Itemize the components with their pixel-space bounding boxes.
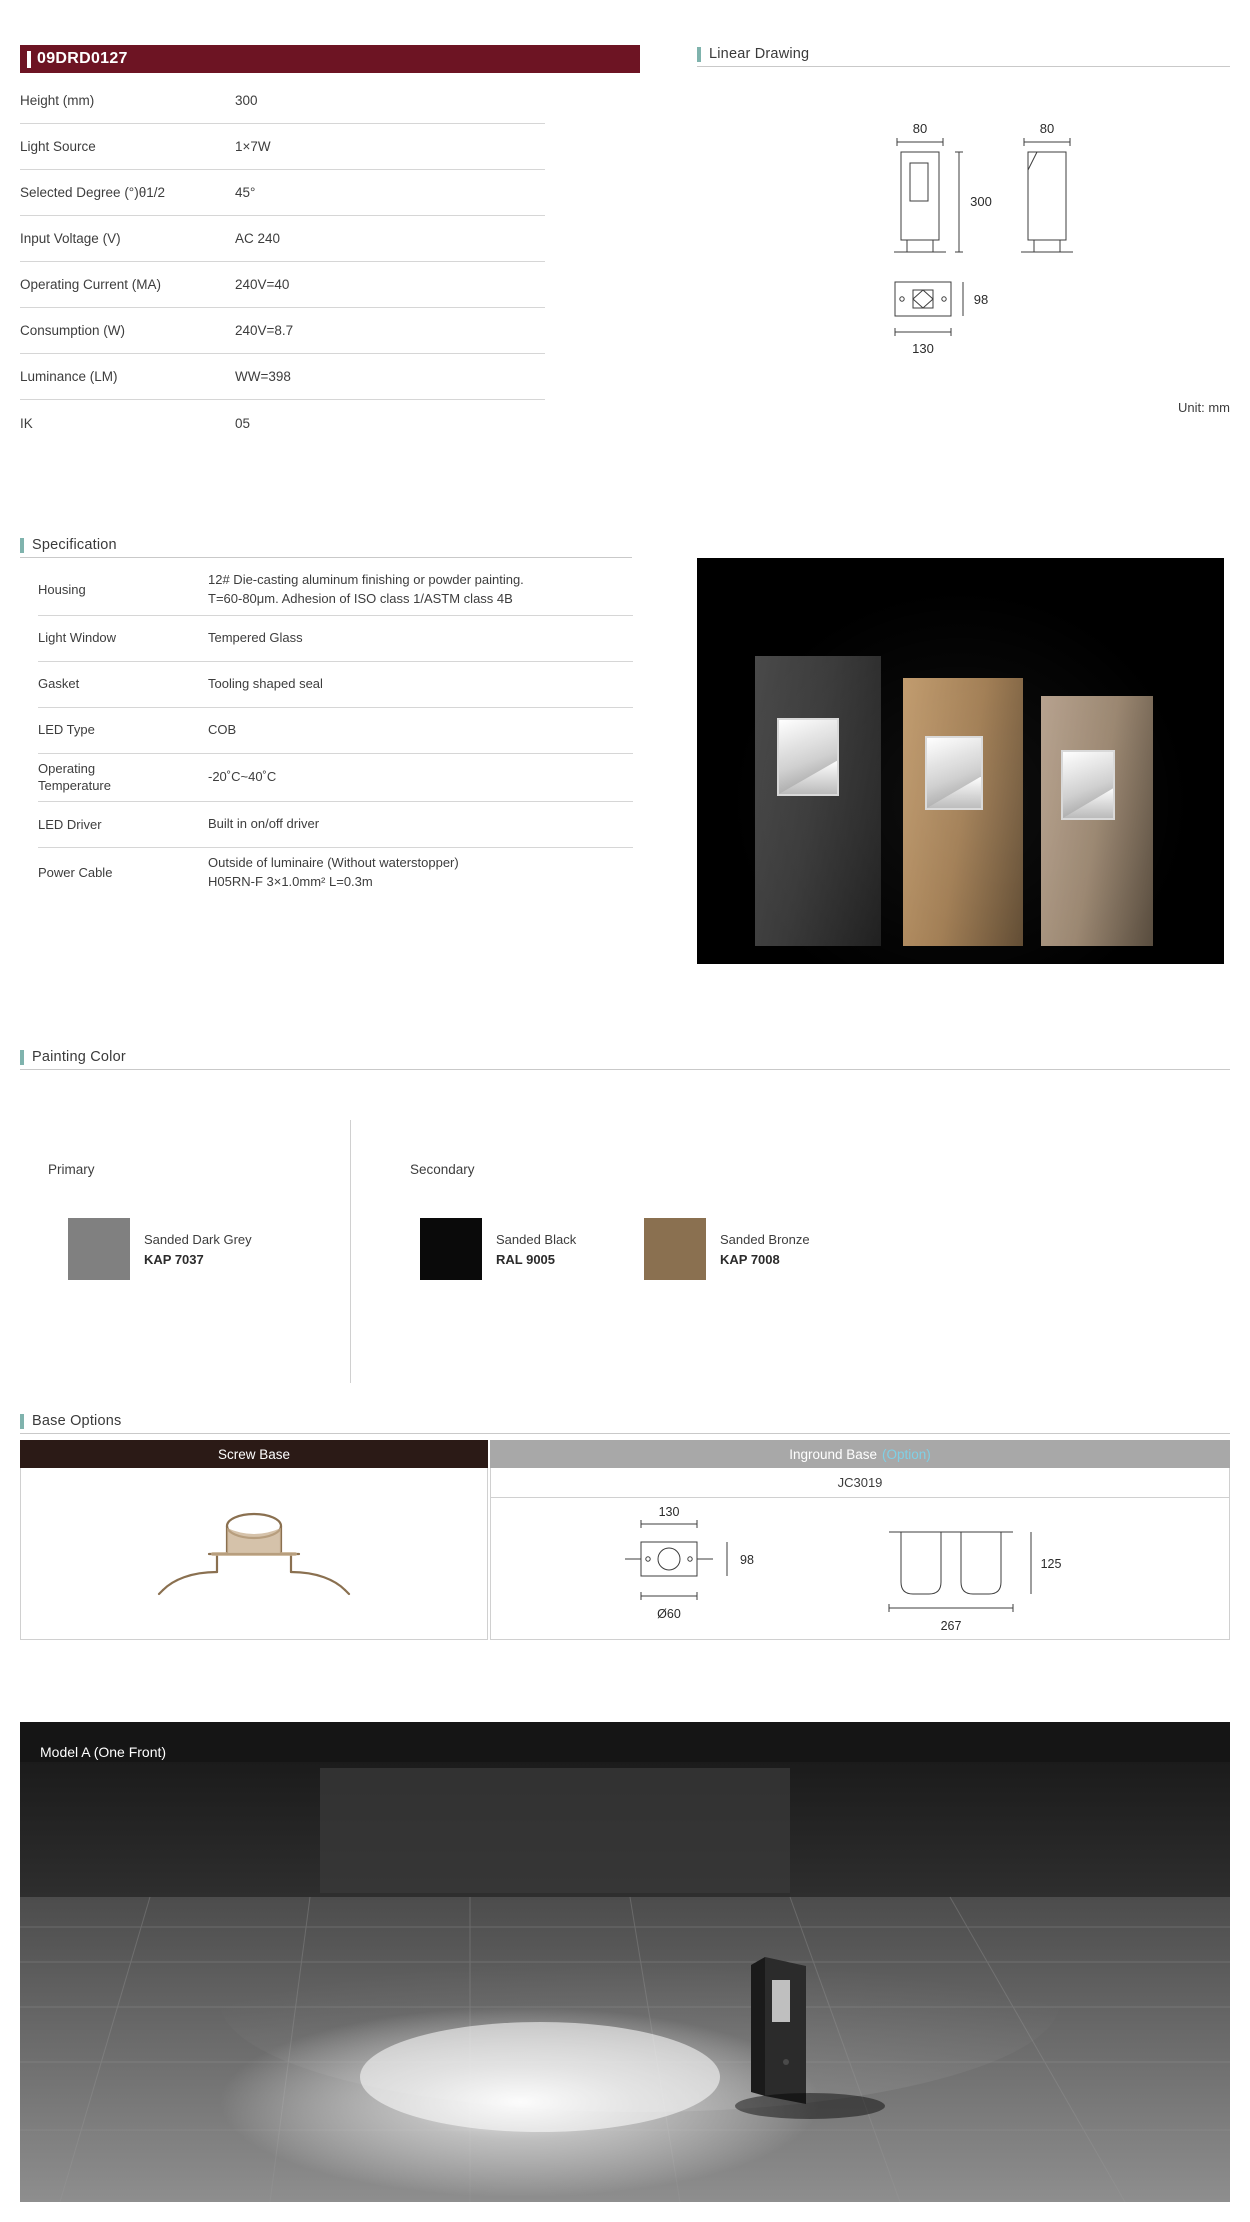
heading-bar-icon xyxy=(20,1414,24,1429)
heading-bar-icon xyxy=(697,47,701,62)
table-row xyxy=(38,754,633,802)
dim-bolt-circle: Ø60 xyxy=(657,1607,681,1621)
row-value: Tooling shaped seal xyxy=(208,675,323,691)
row-label: Gasket xyxy=(38,676,80,692)
row-label: IK xyxy=(20,415,33,431)
dim-side-width: 80 xyxy=(1039,121,1055,136)
screw-base-svg xyxy=(21,1468,487,1638)
inground-base-option-tag: (Option) xyxy=(882,1446,931,1462)
row-label: Selected Degree (°)θ1/2 xyxy=(20,185,165,200)
linear-drawing-title: Linear Drawing xyxy=(709,46,810,62)
row-label: Operating Temperature xyxy=(38,760,111,794)
table-row xyxy=(20,216,545,262)
inground-base-label: Inground Base xyxy=(789,1446,878,1462)
painting-color-body xyxy=(20,1110,1230,1385)
dim-cage-height: 125 xyxy=(1040,1557,1062,1571)
row-value: 240V=8.7 xyxy=(235,323,294,338)
specification-title: Specification xyxy=(32,537,117,553)
banner-tick-icon xyxy=(27,51,31,68)
swatch-name: Sanded Bronze xyxy=(720,1231,810,1247)
secondary-group-label: Secondary xyxy=(410,1162,475,1177)
application-scene xyxy=(20,1722,1230,2202)
heading-bar-icon xyxy=(20,538,24,553)
bollard-dark-grey xyxy=(755,656,881,946)
swatch-code: KAP 7037 xyxy=(144,1251,204,1267)
table-row xyxy=(38,848,633,898)
swatch-code: RAL 9005 xyxy=(496,1251,556,1267)
row-value: AC 240 xyxy=(235,231,281,246)
dim-cage-width: 267 xyxy=(940,1619,962,1633)
row-label: Operating Current (MA) xyxy=(20,277,162,292)
base-options-heading xyxy=(20,1413,1230,1434)
table-row xyxy=(20,170,545,216)
row-value: Outside of luminaire (Without waterstopper) H05RN-F 3×1.0mm² L=0.3m xyxy=(208,854,459,889)
scene-bollard xyxy=(751,1957,806,2104)
row-value: -20˚C~40˚C xyxy=(208,768,277,784)
table-row xyxy=(20,78,545,124)
table-row xyxy=(38,616,633,662)
table-row xyxy=(38,565,633,616)
product-photo xyxy=(697,558,1224,964)
row-label: Light Window xyxy=(38,630,117,646)
dim-height: 300 xyxy=(970,194,992,209)
swatch-sanded-bronze xyxy=(644,1218,706,1280)
row-label: Luminance (LM) xyxy=(20,369,118,384)
painting-color-title: Painting Color xyxy=(32,1049,126,1065)
swatch-code: KAP 7008 xyxy=(720,1251,780,1267)
table-row xyxy=(38,802,633,848)
row-value: Built in on/off driver xyxy=(208,815,320,831)
heading-bar-icon xyxy=(20,1050,24,1065)
inground-base-svg xyxy=(491,1498,1229,1638)
linear-drawing-heading xyxy=(697,46,1230,67)
technical-spec-table xyxy=(20,78,545,446)
row-value: 1×7W xyxy=(235,139,271,154)
unit-label: Unit: mm xyxy=(1178,400,1230,415)
row-label: LED Driver xyxy=(38,816,102,832)
table-row xyxy=(20,354,545,400)
row-value: 05 xyxy=(235,415,251,431)
inground-base-code: JC3019 xyxy=(490,1468,1230,1498)
inground-base-figure xyxy=(490,1498,1230,1640)
dim-plate-width: 130 xyxy=(658,1505,680,1519)
dim-plate-depth: 98 xyxy=(740,1553,754,1567)
row-value: 240V=40 xyxy=(235,277,290,292)
row-value: 12# Die-casting aluminum finishing or powder painting. T=60-80μm. Adhesion of ISO class 1/ASTM class 4B xyxy=(208,572,524,606)
row-label: Light Source xyxy=(20,139,96,154)
row-label: LED Type xyxy=(38,722,95,738)
swatch-name: Sanded Dark Grey xyxy=(144,1231,252,1247)
row-value: 300 xyxy=(235,93,258,108)
specification-table xyxy=(38,565,633,897)
bollard-light-bronze xyxy=(1041,696,1153,946)
primary-group-label: Primary xyxy=(48,1162,95,1177)
row-value: 45° xyxy=(235,185,256,200)
linear-drawing-svg xyxy=(697,100,1230,400)
row-label: Consumption (W) xyxy=(20,323,126,338)
product-code-label: 09DRD0127 xyxy=(37,50,128,67)
painting-color-heading xyxy=(20,1049,1230,1070)
swatch-sanded-black xyxy=(420,1218,482,1280)
secondary-swatch-item xyxy=(644,1218,810,1280)
scene-svg xyxy=(20,1722,1230,2202)
dim-base-width: 130 xyxy=(912,341,934,356)
product-code-banner xyxy=(20,45,640,73)
table-row xyxy=(20,400,545,446)
row-label: Height (mm) xyxy=(20,93,95,108)
row-value: WW=398 xyxy=(235,369,291,384)
row-label: Input Voltage (V) xyxy=(20,231,121,246)
specification-heading xyxy=(20,537,632,558)
inground-base-header xyxy=(490,1440,1230,1468)
scene-label: Model A (One Front) xyxy=(40,1744,167,1760)
row-value: COB xyxy=(208,721,237,737)
swatch-sanded-dark-grey xyxy=(68,1218,130,1280)
linear-drawing-figure xyxy=(697,100,1230,400)
table-row xyxy=(38,662,633,708)
screw-base-header: Screw Base xyxy=(20,1440,488,1468)
table-row xyxy=(38,708,633,754)
row-value: Tempered Glass xyxy=(208,629,303,645)
table-row xyxy=(20,262,545,308)
table-row xyxy=(20,308,545,354)
dim-base-depth: 98 xyxy=(973,292,989,307)
secondary-swatch-item xyxy=(420,1218,576,1280)
row-label: Housing xyxy=(38,582,86,598)
table-row xyxy=(20,124,545,170)
base-options-table xyxy=(20,1440,1230,1640)
screw-base-figure xyxy=(20,1468,488,1640)
swatch-name: Sanded Black xyxy=(496,1231,577,1247)
base-options-title: Base Options xyxy=(32,1413,122,1429)
primary-swatch-item xyxy=(68,1218,252,1280)
bollard-bronze xyxy=(903,678,1023,946)
row-label: Power Cable xyxy=(38,864,113,880)
dim-front-width: 80 xyxy=(912,121,928,136)
